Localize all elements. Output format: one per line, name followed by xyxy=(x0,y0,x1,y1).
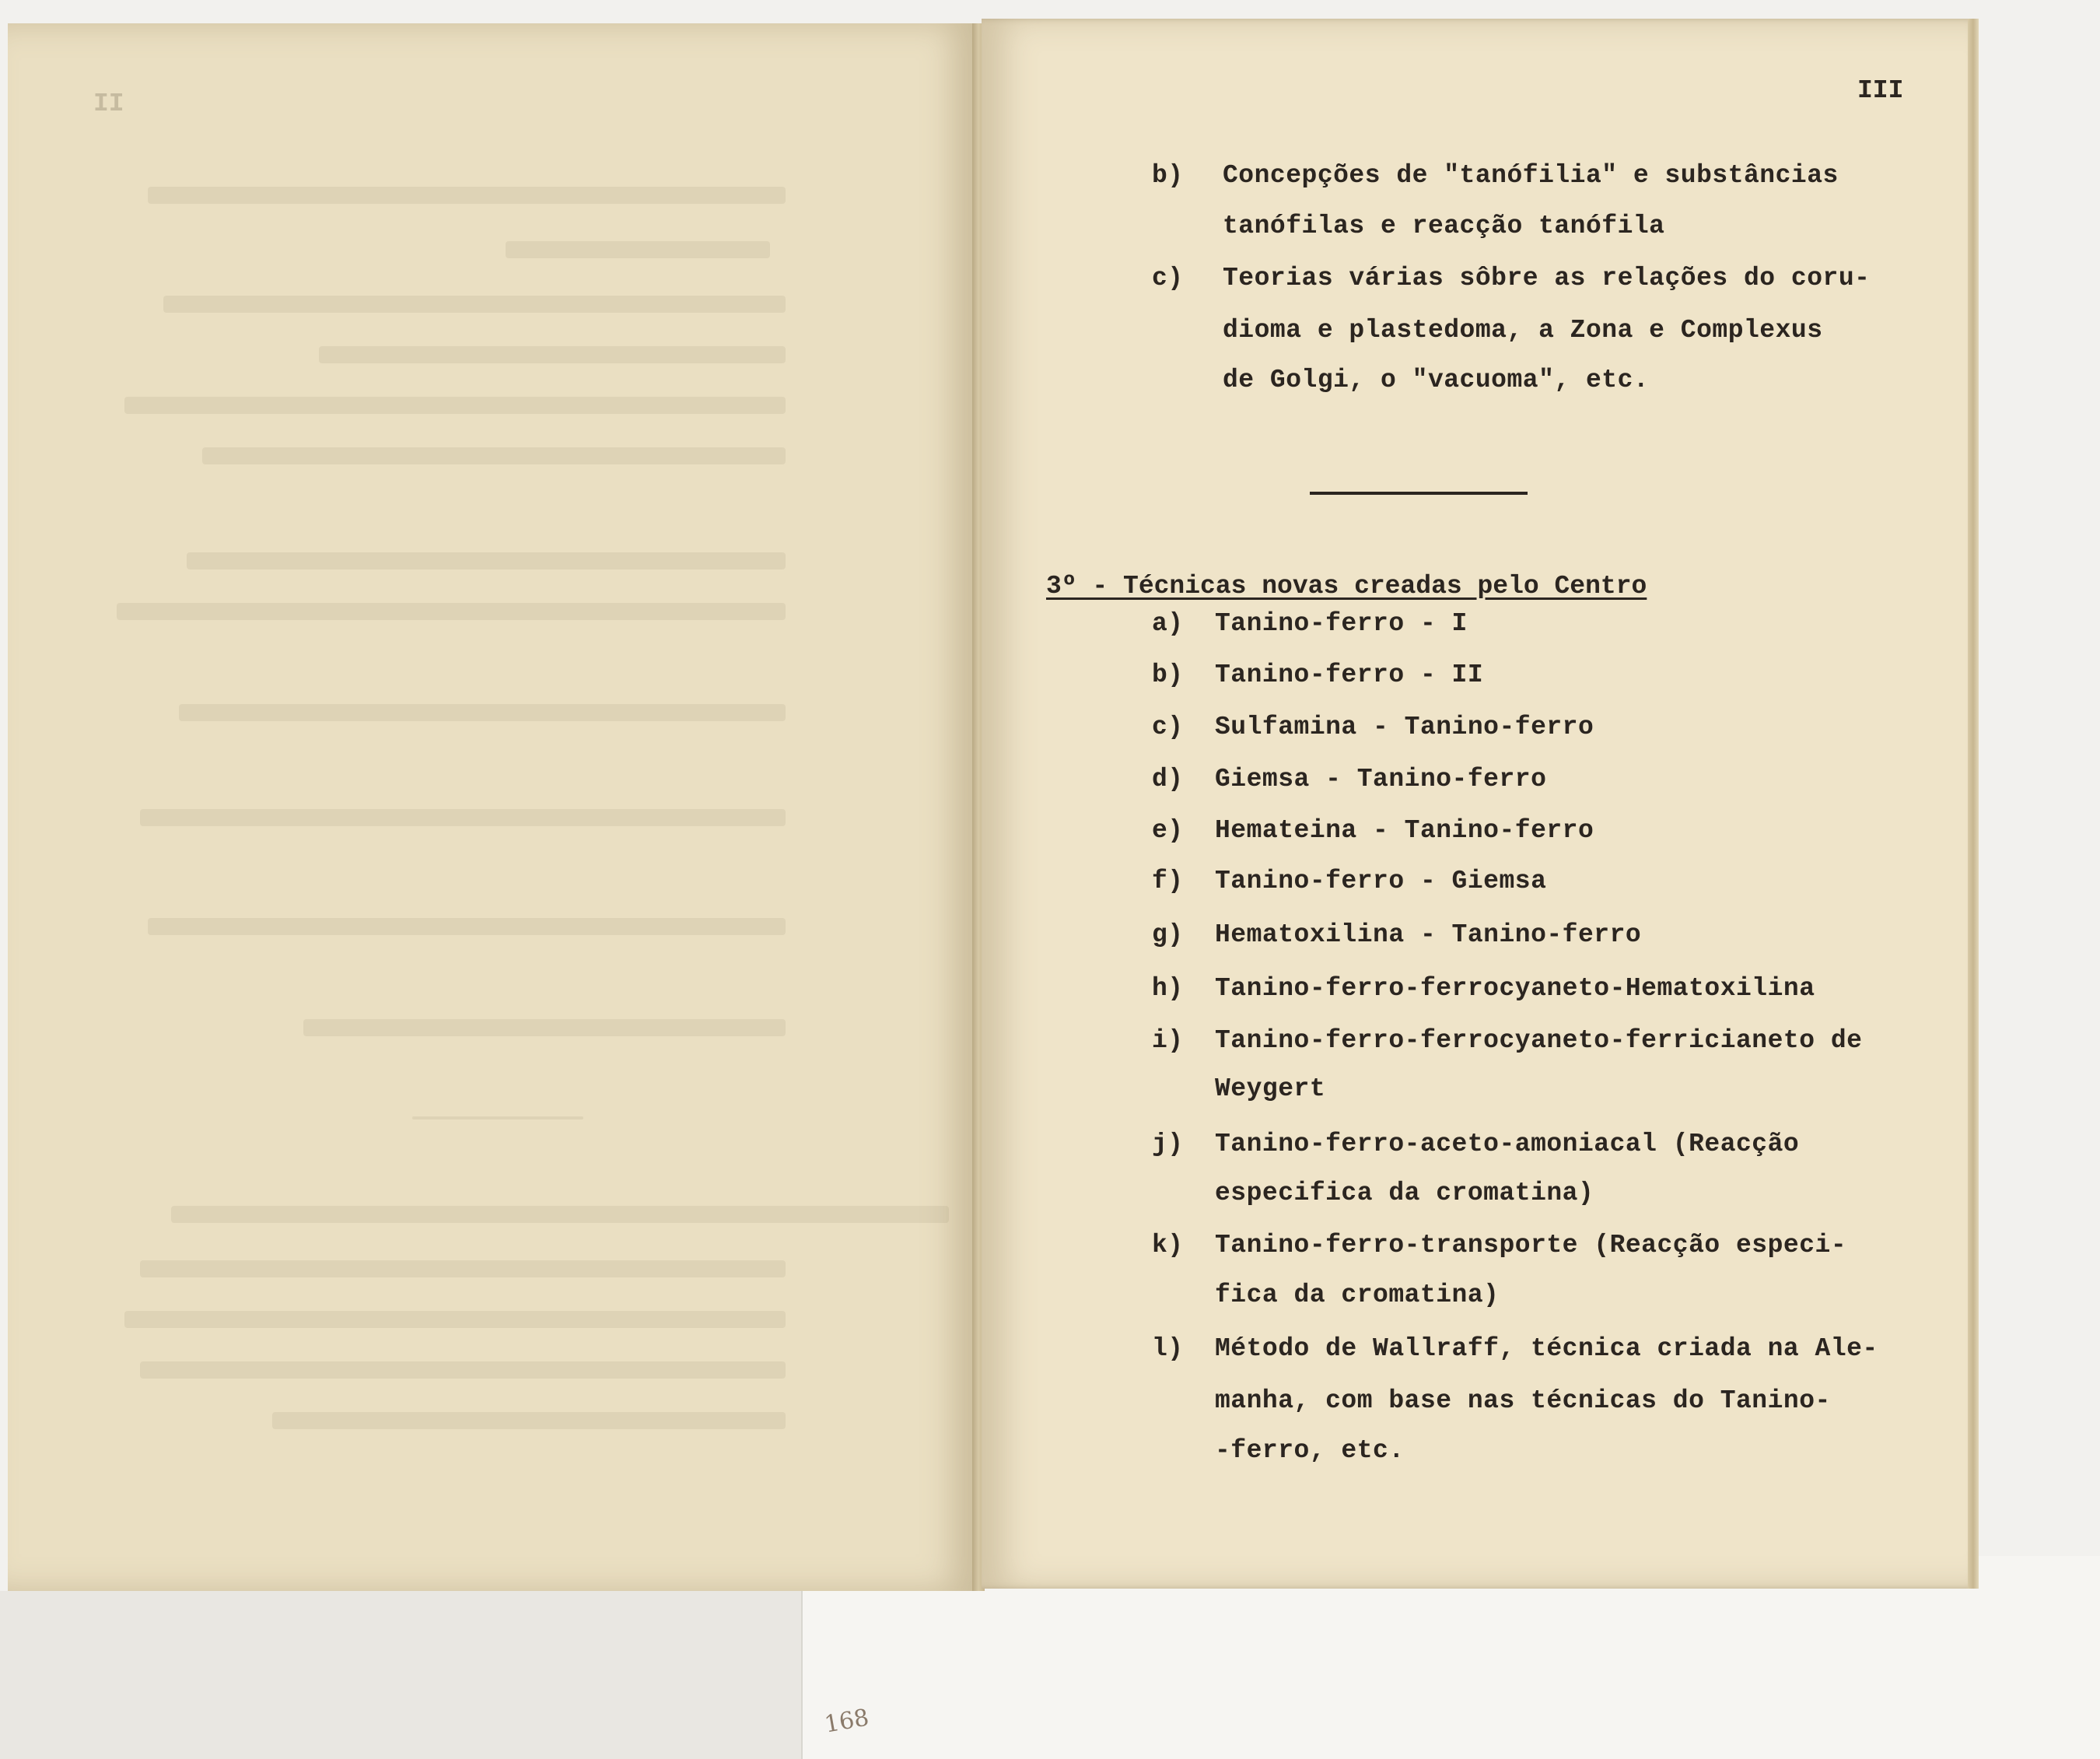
technique-text: Tanino-ferro-ferrocyaneto-ferricianeto de xyxy=(1215,1026,1863,1055)
technique-label: f) xyxy=(1152,867,1184,895)
bleed-through-line xyxy=(179,704,786,721)
technique-text: Giemsa - Tanino-ferro xyxy=(1215,765,1547,794)
item-text: Concepções de "tanófilia" e substâncias xyxy=(1223,161,1839,190)
bleed-through-line xyxy=(124,397,786,414)
left-page xyxy=(8,23,976,1591)
bleed-through-line xyxy=(140,1361,786,1379)
technique-label: e) xyxy=(1152,816,1184,845)
technique-label: b) xyxy=(1152,661,1184,689)
bleed-through-line xyxy=(202,447,786,464)
bleed-through-line xyxy=(171,1206,949,1223)
technique-text: Sulfamina - Tanino-ferro xyxy=(1215,713,1594,741)
technique-text: Tanino-ferro - II xyxy=(1215,661,1484,689)
technique-text: especifica da cromatina) xyxy=(1215,1179,1594,1207)
item-label: b) xyxy=(1152,161,1184,190)
technique-text: Hematoxilina - Tanino-ferro xyxy=(1215,920,1642,949)
bleed-through-line xyxy=(506,241,770,258)
technique-text: Tanino-ferro-transporte (Reacção especi- xyxy=(1215,1231,1847,1260)
technique-text: Tanino-ferro - Giemsa xyxy=(1215,867,1547,895)
technique-text: -ferro, etc. xyxy=(1215,1436,1405,1465)
bleed-through-line xyxy=(187,552,786,569)
bleed-through-line xyxy=(412,1116,583,1120)
item-text: dioma e plastedoma, a Zona e Complexus xyxy=(1223,316,1823,345)
technique-text: Método de Wallraff, técnica criada na Ale- xyxy=(1215,1334,1878,1363)
technique-text: Tanino-ferro-ferrocyaneto-Hematoxilina xyxy=(1215,974,1815,1003)
bleed-through-line xyxy=(163,296,786,313)
bleed-through-line xyxy=(124,1311,786,1328)
section-heading: 3º - Técnicas novas creadas pelo Centro xyxy=(1046,572,1647,601)
technique-text: Hemateina - Tanino-ferro xyxy=(1215,816,1594,845)
technique-label: a) xyxy=(1152,609,1184,638)
technique-text: fica da cromatina) xyxy=(1215,1281,1500,1309)
handwritten-note: 168 xyxy=(822,1704,871,1739)
item-text: de Golgi, o "vacuoma", etc. xyxy=(1223,366,1650,394)
technique-label: d) xyxy=(1152,765,1184,794)
bleed-through-line xyxy=(140,1260,786,1277)
bleed-through-line xyxy=(148,187,786,204)
bleed-through-line xyxy=(117,603,786,620)
technique-label: k) xyxy=(1152,1231,1184,1260)
item-text: Teorias várias sôbre as relações do coru- xyxy=(1223,264,1871,293)
technique-label: l) xyxy=(1152,1334,1184,1363)
technique-text: manha, com base nas técnicas do Tanino- xyxy=(1215,1386,1831,1415)
item-text: tanófilas e reacção tanófila xyxy=(1223,212,1665,240)
technique-text: Tanino-ferro-aceto-amoniacal (Reacção xyxy=(1215,1130,1800,1158)
technique-text: Tanino-ferro - I xyxy=(1215,609,1468,638)
technique-label: h) xyxy=(1152,974,1184,1003)
bleed-through-line xyxy=(148,918,786,935)
page-number-left: II xyxy=(93,89,124,118)
technique-text: Weygert xyxy=(1215,1074,1326,1103)
item-label: c) xyxy=(1152,264,1184,293)
bleed-through-line xyxy=(272,1412,786,1429)
technique-label: c) xyxy=(1152,713,1184,741)
technique-label: g) xyxy=(1152,920,1184,949)
bleed-through-line xyxy=(319,346,786,363)
technique-label: j) xyxy=(1152,1130,1184,1158)
section-divider xyxy=(1310,492,1528,495)
background-surface xyxy=(0,1591,801,1759)
page-edge xyxy=(1968,19,1979,1589)
technique-label: i) xyxy=(1152,1026,1184,1055)
bleed-through-line xyxy=(303,1019,786,1036)
bleed-through-line xyxy=(140,809,786,826)
page-number-right: III xyxy=(1857,76,1904,105)
